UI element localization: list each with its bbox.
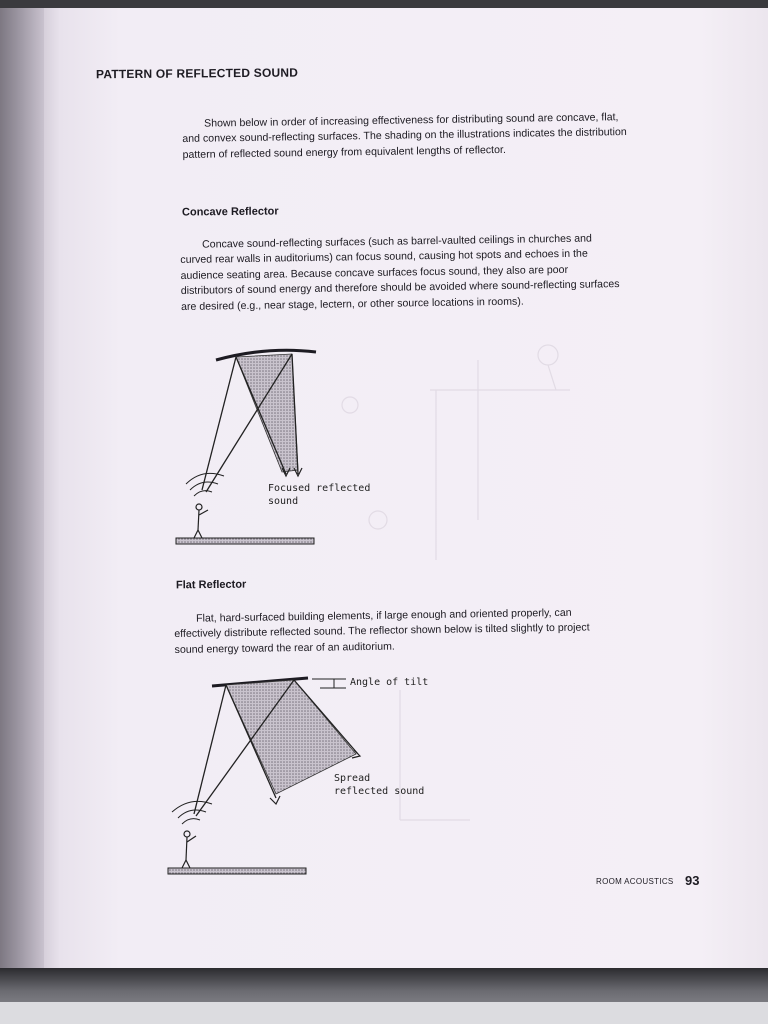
floor-line xyxy=(176,538,314,544)
focused-caption-line2: sound xyxy=(268,496,299,507)
flat-paragraph xyxy=(174,605,609,658)
running-head: ROOM ACOUSTICS xyxy=(596,877,674,886)
floor-line xyxy=(168,868,306,874)
page-number: 93 xyxy=(685,873,700,888)
concave-paragraph xyxy=(180,231,621,315)
flat-text: Flat, hard-surfaced building elements, if large enough and oriented properly, can effectively distribute reflected sound. The reflector shown below is tilted slightly to project sound energy toward the rear of an auditorium. xyxy=(174,606,590,656)
section-title: PATTERN OF REFLECTED SOUND xyxy=(95,65,299,82)
sound-wave-arcs xyxy=(172,801,212,824)
angle-of-tilt-label: Angle of tilt xyxy=(350,677,429,688)
focused-sound-shading xyxy=(236,354,298,472)
intro-paragraph xyxy=(182,110,633,163)
focused-caption-line1: Focused reflected xyxy=(268,483,371,494)
flat-heading: Flat Reflector xyxy=(175,578,247,592)
focused-sound-caption xyxy=(268,482,370,508)
concave-heading: Concave Reflector xyxy=(181,205,279,219)
speaker-figure xyxy=(182,831,196,868)
tilt-indicator xyxy=(312,679,346,688)
spread-sound-caption xyxy=(334,772,424,798)
spread-caption-line2: reflected sound xyxy=(334,786,425,797)
speaker-figure xyxy=(194,504,208,538)
intro-text: Shown below in order of increasing effectiveness for distributing sound are concave, flat, and convex sound-reflecting surfaces. The shading on the illustrations indicates the distribution pattern of reflected sound energy from equivalent lengths of reflector. xyxy=(182,111,627,161)
concave-reflector-figure xyxy=(172,340,392,555)
spread-caption-line1: Spread xyxy=(334,773,371,784)
scanner-bed xyxy=(0,1002,768,1024)
concave-text: Concave sound-reflecting surfaces (such as barrel-vaulted ceilings in churches and curved rear walls in auditoriums) can focus sound, causing hot spots and echoes in the audience seating area. Because concave surfaces focus sound, they also are poor distributors of sound energy and therefore should be avoided where sound-reflecting surfaces are desired (e.g., near stage, lectern, or other source locations in rooms). xyxy=(180,232,620,313)
